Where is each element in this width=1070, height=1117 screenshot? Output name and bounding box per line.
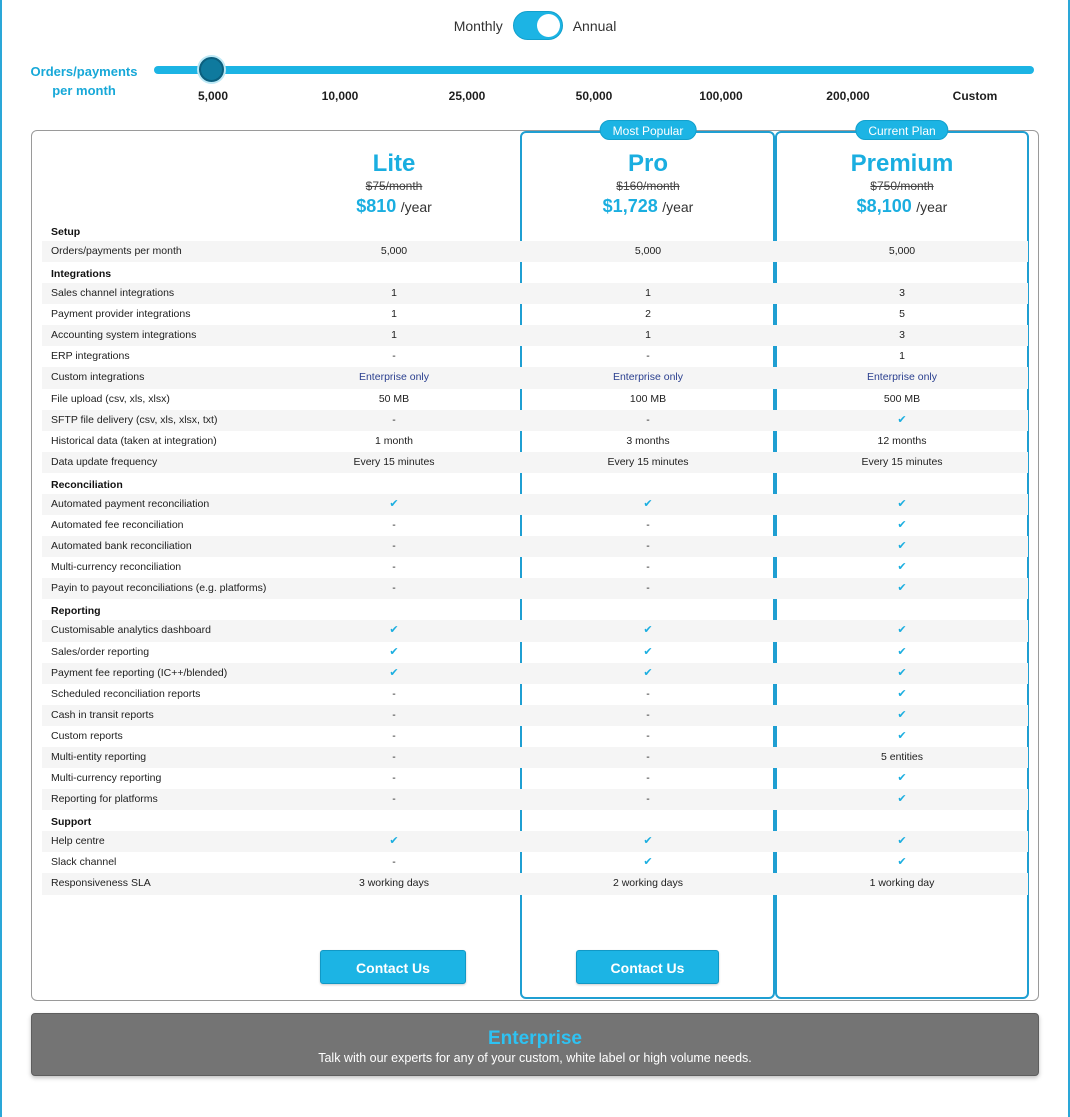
plan-price bbox=[777, 195, 1027, 219]
feature-name: Payment fee reporting (IC++/blended) bbox=[51, 666, 228, 679]
contact-us-button-pro[interactable]: Contact Us bbox=[576, 950, 719, 984]
feature-value: - bbox=[392, 772, 396, 785]
table-row bbox=[42, 410, 1028, 431]
table-row bbox=[42, 346, 1028, 367]
feature-name: Automated fee reconciliation bbox=[51, 519, 184, 532]
check-icon: ✔ bbox=[897, 793, 907, 806]
plan-price-period: /year bbox=[400, 199, 432, 215]
feature-name: Sales/order reporting bbox=[51, 645, 150, 658]
feature-value: - bbox=[646, 582, 650, 595]
feature-value: - bbox=[392, 750, 396, 763]
check-icon: ✔ bbox=[643, 497, 653, 510]
section-title: Reconciliation bbox=[51, 478, 123, 491]
check-icon: ✔ bbox=[897, 624, 907, 637]
feature-value: - bbox=[646, 729, 650, 742]
check-icon: ✔ bbox=[389, 835, 399, 848]
table-row bbox=[42, 557, 1028, 578]
plan-name: Pro bbox=[627, 150, 668, 177]
slider-ticks bbox=[0, 89, 1070, 105]
plan-price bbox=[269, 195, 519, 219]
feature-value: 2 bbox=[645, 308, 651, 321]
section-title: Reporting bbox=[51, 605, 101, 618]
table-row bbox=[42, 684, 1028, 705]
feature-value: Every 15 minutes bbox=[353, 455, 435, 468]
table-row bbox=[42, 873, 1028, 894]
enterprise-title: Enterprise bbox=[488, 1028, 582, 1049]
table-row bbox=[42, 726, 1028, 747]
table-row bbox=[42, 831, 1028, 852]
feature-name: Help centre bbox=[51, 835, 105, 848]
enterprise-only-link[interactable]: Enterprise only bbox=[612, 371, 684, 384]
feature-value: 5,000 bbox=[634, 245, 662, 257]
table-row bbox=[42, 852, 1028, 873]
slider-tick-label[interactable]: 10,000 bbox=[321, 89, 359, 103]
enterprise-banner[interactable] bbox=[31, 1013, 1039, 1076]
section-title: Integrations bbox=[51, 268, 112, 281]
check-icon: ✔ bbox=[897, 519, 907, 532]
billing-toggle[interactable] bbox=[513, 11, 563, 40]
check-icon: ✔ bbox=[897, 582, 907, 595]
plan-header-pro bbox=[523, 150, 773, 219]
toggle-knob bbox=[537, 14, 560, 37]
table-row bbox=[42, 325, 1028, 346]
feature-value: - bbox=[392, 856, 396, 869]
plan-price-period: /year bbox=[916, 199, 948, 215]
plan-old-price: $75/month bbox=[365, 179, 423, 193]
feature-value: 1 month bbox=[375, 434, 413, 447]
feature-value: 1 working day bbox=[869, 877, 935, 890]
feature-value: - bbox=[392, 793, 396, 806]
enterprise-only-link[interactable]: Enterprise only bbox=[866, 371, 938, 384]
table-row bbox=[42, 283, 1028, 304]
feature-rows bbox=[42, 224, 1028, 895]
check-icon: ✔ bbox=[897, 561, 907, 574]
check-icon: ✔ bbox=[643, 624, 653, 637]
check-icon: ✔ bbox=[897, 666, 907, 679]
check-icon: ✔ bbox=[897, 856, 907, 869]
table-row bbox=[42, 663, 1028, 684]
table-row bbox=[42, 620, 1028, 641]
feature-value: - bbox=[646, 540, 650, 553]
slider-tick-label[interactable]: 100,000 bbox=[699, 89, 743, 103]
check-icon: ✔ bbox=[897, 687, 907, 700]
slider-tick-label[interactable]: 25,000 bbox=[448, 89, 486, 103]
feature-name: Payin to payout reconciliations (e.g. platforms) bbox=[51, 582, 267, 595]
feature-name: Cash in transit reports bbox=[51, 708, 154, 721]
feature-value: 5,000 bbox=[888, 245, 916, 257]
feature-value: - bbox=[646, 519, 650, 532]
section-title: Setup bbox=[51, 226, 81, 238]
feature-name: Automated payment reconciliation bbox=[51, 497, 210, 510]
plan-old-price: $160/month bbox=[616, 179, 680, 193]
feature-value: Every 15 minutes bbox=[607, 455, 689, 468]
feature-value: 5 bbox=[899, 308, 905, 321]
check-icon: ✔ bbox=[897, 497, 907, 510]
feature-name: Sales channel integrations bbox=[51, 287, 175, 300]
plan-price-amount: $8,100 bbox=[856, 196, 912, 216]
table-row bbox=[42, 747, 1028, 768]
page-frame-left bbox=[0, 0, 2, 1117]
check-icon: ✔ bbox=[389, 645, 399, 658]
enterprise-subtitle: Talk with our experts for any of your custom, white label or high volume needs. bbox=[318, 1051, 752, 1065]
table-row bbox=[42, 431, 1028, 452]
feature-value: - bbox=[392, 729, 396, 742]
table-row bbox=[42, 304, 1028, 325]
feature-value: - bbox=[646, 413, 650, 426]
check-icon: ✔ bbox=[897, 413, 907, 426]
feature-value: 1 bbox=[391, 287, 397, 300]
billing-period-switch bbox=[0, 11, 1070, 40]
check-icon: ✔ bbox=[897, 540, 907, 553]
table-row bbox=[42, 452, 1028, 473]
feature-value: - bbox=[392, 350, 396, 363]
feature-name: Multi-currency reconciliation bbox=[51, 561, 182, 574]
check-icon: ✔ bbox=[897, 645, 907, 658]
volume-slider-track[interactable] bbox=[154, 66, 1034, 74]
feature-value: - bbox=[646, 687, 650, 700]
check-icon: ✔ bbox=[643, 666, 653, 679]
feature-value: 1 bbox=[899, 350, 905, 363]
feature-value: 1 bbox=[391, 308, 397, 321]
table-row bbox=[42, 642, 1028, 663]
plan-header-lite bbox=[269, 150, 519, 219]
feature-name: Custom reports bbox=[51, 729, 123, 742]
plan-name: Lite bbox=[372, 150, 416, 177]
feature-value: - bbox=[646, 350, 650, 363]
feature-name: Orders/payments per month bbox=[51, 245, 182, 257]
feature-name: Accounting system integrations bbox=[51, 329, 197, 342]
table-row bbox=[42, 768, 1028, 789]
feature-name: Scheduled reconciliation reports bbox=[51, 687, 201, 700]
plan-name: Premium bbox=[850, 150, 954, 177]
section-title: Support bbox=[51, 816, 92, 829]
feature-name: Slack channel bbox=[51, 856, 117, 869]
contact-us-button-lite[interactable]: Contact Us bbox=[320, 950, 466, 984]
feature-value: 500 MB bbox=[883, 392, 921, 405]
feature-value: - bbox=[392, 561, 396, 574]
table-row bbox=[42, 494, 1028, 515]
most-popular-badge: Most Popular bbox=[600, 120, 697, 140]
volume-slider-thumb[interactable] bbox=[199, 57, 224, 82]
feature-value: - bbox=[646, 708, 650, 721]
plan-price bbox=[523, 195, 773, 219]
feature-value: - bbox=[392, 687, 396, 700]
feature-name: SFTP file delivery (csv, xls, xlsx, txt) bbox=[51, 413, 218, 426]
table-row bbox=[42, 367, 1028, 388]
feature-value: - bbox=[646, 561, 650, 574]
feature-name: Reporting for platforms bbox=[51, 793, 158, 806]
feature-value: - bbox=[646, 750, 650, 763]
table-row bbox=[42, 389, 1028, 410]
feature-value: - bbox=[392, 413, 396, 426]
plan-old-price: $750/month bbox=[870, 179, 934, 193]
monthly-label[interactable]: Monthly bbox=[453, 17, 503, 34]
feature-value: 50 MB bbox=[378, 392, 410, 405]
check-icon: ✔ bbox=[389, 497, 399, 510]
feature-name: Multi-entity reporting bbox=[51, 750, 147, 763]
feature-value: - bbox=[646, 772, 650, 785]
feature-name: Customisable analytics dashboard bbox=[51, 624, 211, 637]
feature-name: ERP integrations bbox=[51, 350, 130, 363]
table-row bbox=[42, 241, 1028, 262]
current-plan-badge: Current Plan bbox=[855, 120, 948, 140]
enterprise-only-link[interactable]: Enterprise only bbox=[358, 371, 430, 384]
feature-value: Every 15 minutes bbox=[861, 455, 943, 468]
table-row bbox=[42, 515, 1028, 536]
feature-name: Historical data (taken at integration) bbox=[51, 434, 217, 447]
table-row bbox=[42, 705, 1028, 726]
feature-value: - bbox=[392, 582, 396, 595]
feature-value: 5 entities bbox=[880, 750, 924, 763]
check-icon: ✔ bbox=[897, 772, 907, 785]
feature-value: - bbox=[392, 519, 396, 532]
table-row bbox=[42, 536, 1028, 557]
check-icon: ✔ bbox=[643, 645, 653, 658]
feature-value: 100 MB bbox=[629, 392, 667, 405]
feature-value: 3 bbox=[899, 329, 905, 342]
feature-name: Responsiveness SLA bbox=[51, 877, 151, 890]
feature-value: 3 months bbox=[626, 434, 670, 447]
feature-value: 3 bbox=[899, 287, 905, 300]
feature-value: 12 months bbox=[877, 434, 927, 447]
check-icon: ✔ bbox=[389, 624, 399, 637]
feature-value: - bbox=[646, 793, 650, 806]
feature-value: - bbox=[392, 708, 396, 721]
feature-value: 2 working days bbox=[612, 877, 684, 890]
feature-value: 1 bbox=[391, 329, 397, 342]
check-icon: ✔ bbox=[643, 835, 653, 848]
feature-value: 5,000 bbox=[380, 245, 408, 257]
feature-name: Data update frequency bbox=[51, 455, 158, 468]
slider-tick-label[interactable]: 200,000 bbox=[826, 89, 870, 103]
feature-value: 3 working days bbox=[358, 877, 430, 890]
check-icon: ✔ bbox=[389, 666, 399, 679]
plan-price-amount: $1,728 bbox=[602, 196, 658, 216]
feature-name: Payment provider integrations bbox=[51, 308, 191, 321]
feature-value: - bbox=[392, 540, 396, 553]
annual-label[interactable]: Annual bbox=[572, 17, 617, 34]
check-icon: ✔ bbox=[897, 835, 907, 848]
slider-tick-label[interactable]: 5,000 bbox=[197, 89, 229, 103]
slider-tick-label[interactable]: Custom bbox=[952, 89, 998, 103]
check-icon: ✔ bbox=[643, 856, 653, 869]
table-row bbox=[42, 578, 1028, 599]
feature-name: Multi-currency reporting bbox=[51, 772, 162, 785]
plan-price-amount: $810 bbox=[356, 196, 397, 216]
check-icon: ✔ bbox=[897, 708, 907, 721]
plan-header-premium bbox=[777, 150, 1027, 219]
feature-value: 1 bbox=[645, 329, 651, 342]
table-row bbox=[42, 789, 1028, 810]
feature-name: Custom integrations bbox=[51, 371, 145, 384]
check-icon: ✔ bbox=[897, 729, 907, 742]
plan-price-period: /year bbox=[662, 199, 694, 215]
feature-value: 1 bbox=[645, 287, 651, 300]
slider-label: Orders/payments per month bbox=[30, 64, 138, 98]
feature-name: Automated bank reconciliation bbox=[51, 540, 192, 553]
feature-name: File upload (csv, xls, xlsx) bbox=[51, 392, 170, 405]
slider-tick-label[interactable]: 50,000 bbox=[575, 89, 613, 103]
